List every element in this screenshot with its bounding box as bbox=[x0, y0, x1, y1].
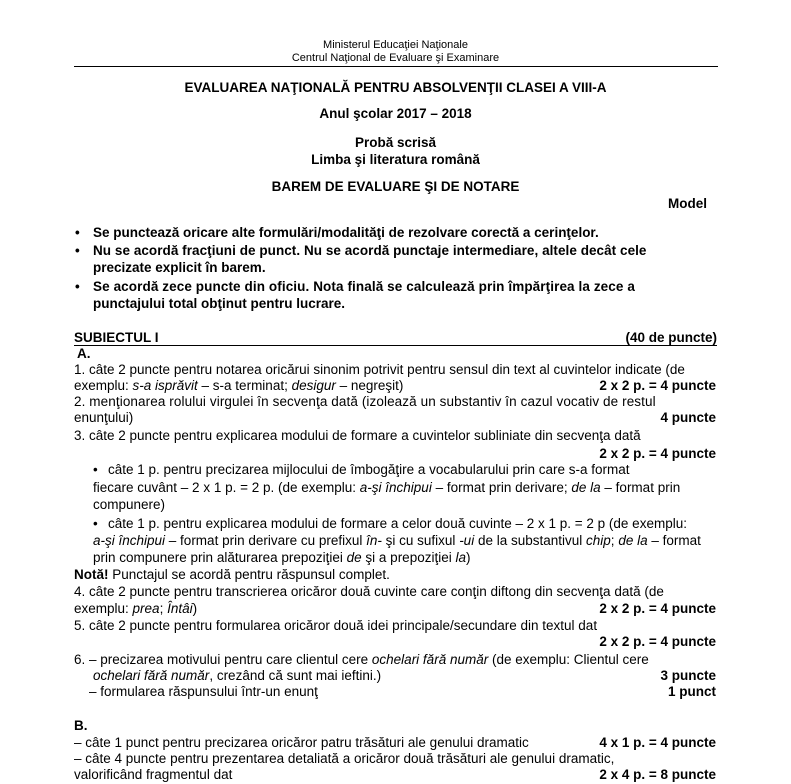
item-4-line1: 4. câte 2 puncte pentru transcrierea oricăror două cuvinte care conţin diftong din secvenţa dată (de bbox=[74, 584, 664, 599]
bullet-icon: • bbox=[93, 462, 98, 477]
item-3-line1: 3. câte 2 puncte pentru explicarea modului de formare a cuvintelor subliniate din secvenţa dată bbox=[74, 428, 641, 443]
item-2-score: 4 puncte bbox=[660, 410, 716, 425]
exam-title: EVALUAREA NAŢIONALĂ PENTRU ABSOLVENŢII CLASEI A VIII-A bbox=[184, 80, 607, 95]
part-b-score-2: 2 x 4 p. = 8 puncte bbox=[599, 767, 716, 782]
item-6-line2: ochelari fără număr, crezând că sunt mai ieftini.) bbox=[93, 668, 382, 683]
model-label: Model bbox=[668, 196, 707, 211]
item-5-score: 2 x 2 p. = 4 puncte bbox=[599, 634, 716, 649]
rule-1: Se punctează oricare alte formulări/modalităţi de rezolvare corectă a cerinţelor. bbox=[93, 225, 599, 240]
item-3-bullet2-line3: prin compunere prin alăturarea prepoziţiei de şi a prepoziţiei la) bbox=[93, 550, 471, 565]
item-3-bullet1-line3: compunere) bbox=[93, 497, 166, 512]
item-4-score: 2 x 2 p. = 4 puncte bbox=[599, 601, 716, 616]
rule-3-cont: punctajului total obţinut pentru lucrare. bbox=[93, 296, 345, 311]
center-name: Centrul Naţional de Evaluare şi Examinare bbox=[291, 52, 500, 64]
item-6-score-2: 1 punct bbox=[667, 684, 716, 699]
part-b-line1: – câte 1 punct pentru precizarea oricăror patru trăsături ale genului dramatic bbox=[74, 735, 529, 750]
item-2-line2: enunţului) bbox=[74, 410, 134, 425]
part-a-label: A. bbox=[77, 346, 91, 361]
ministry-name: Ministerul Educaţiei Naţionale bbox=[323, 39, 468, 51]
item-3-bullet1-line1: câte 1 p. pentru precizarea mijlocului de îmbogăţire a vocabularului prin care s-a format bbox=[108, 462, 630, 477]
part-b-score-1: 4 x 1 p. = 4 puncte bbox=[599, 735, 716, 750]
rule-2: Nu se acordă fracţiuni de punct. Nu se acordă punctaje intermediare, altele decât cele bbox=[93, 243, 647, 258]
bullet-icon: • bbox=[75, 243, 80, 258]
rule-3: Se acordă zece puncte din oficiu. Nota finală se calculează prin împărţirea la zece a bbox=[93, 279, 635, 294]
note: Notă! Punctajul se acordă pentru răspunsul complet. bbox=[74, 567, 390, 582]
bullet-icon: • bbox=[75, 225, 80, 240]
item-1-score: 2 x 2 p. = 4 puncte bbox=[599, 378, 716, 393]
subject-title: SUBIECTUL I bbox=[74, 330, 159, 345]
item-3-bullet1-line2: fiecare cuvânt – 2 x 1 p. = 2 p. (de exemplu: a-şi închipui – format prin derivare; de la – format prin bbox=[93, 480, 681, 495]
item-2-line1: 2. menţionarea rolului virgulei în secvenţa dată (izolează un substantiv în cazul vocativ de restul bbox=[74, 394, 656, 409]
item-3-score: 2 x 2 p. = 4 puncte bbox=[599, 446, 716, 461]
item-5-line1: 5. câte 2 puncte pentru formularea oricăror două idei principale/secundare din textul dat bbox=[74, 618, 598, 633]
item-6-line1: 6. – precizarea motivului pentru care clientul cere ochelari fără număr (de exemplu: Clientul cere bbox=[74, 652, 649, 667]
item-6-score-1: 3 puncte bbox=[660, 668, 716, 683]
header-divider bbox=[74, 66, 718, 67]
subject-name: Limba şi literatura română bbox=[311, 152, 480, 167]
item-1-line2: exemplu: s-a isprăvit – s-a terminat; desigur – negreşit) bbox=[74, 378, 404, 393]
item-3-bullet2-line2: a-şi închipui – format prin derivare cu prefixul în- şi cu sufixul -ui de la substantivul chip; de la – format bbox=[93, 533, 701, 548]
subject-points: (40 de puncte) bbox=[625, 330, 717, 345]
item-3-bullet2-line1: câte 1 p. pentru explicarea modului de formare a celor două cuvinte – 2 x 1 p. = 2 p (de exemplu: bbox=[108, 516, 687, 531]
part-b-line2: – câte 4 puncte pentru prezentarea detaliată a oricăror două trăsături ale genului dramatic, bbox=[74, 751, 615, 766]
note-label: Notă! bbox=[74, 567, 109, 582]
item-1-line1: 1. câte 2 puncte pentru notarea oricărui sinonim potrivit pentru sensul din text al cuvintelor indicate (de bbox=[74, 362, 685, 377]
bullet-icon: • bbox=[93, 516, 98, 531]
bullet-icon: • bbox=[75, 279, 80, 294]
item-4-line2: exemplu: prea; Întâi) bbox=[74, 601, 198, 616]
school-year: Anul şcolar 2017 – 2018 bbox=[319, 106, 472, 121]
item-6-line3: – formularea răspunsului într-un enunţ bbox=[89, 684, 318, 699]
rule-2-cont: precizate explicit în barem. bbox=[93, 260, 266, 275]
part-b-label: B. bbox=[74, 718, 88, 733]
barem-title: BAREM DE EVALUARE ŞI DE NOTARE bbox=[271, 179, 520, 194]
test-type: Probă scrisă bbox=[354, 135, 437, 150]
subject-heading bbox=[74, 330, 717, 346]
part-b-line3: valorificând fragmentul dat bbox=[74, 767, 233, 782]
